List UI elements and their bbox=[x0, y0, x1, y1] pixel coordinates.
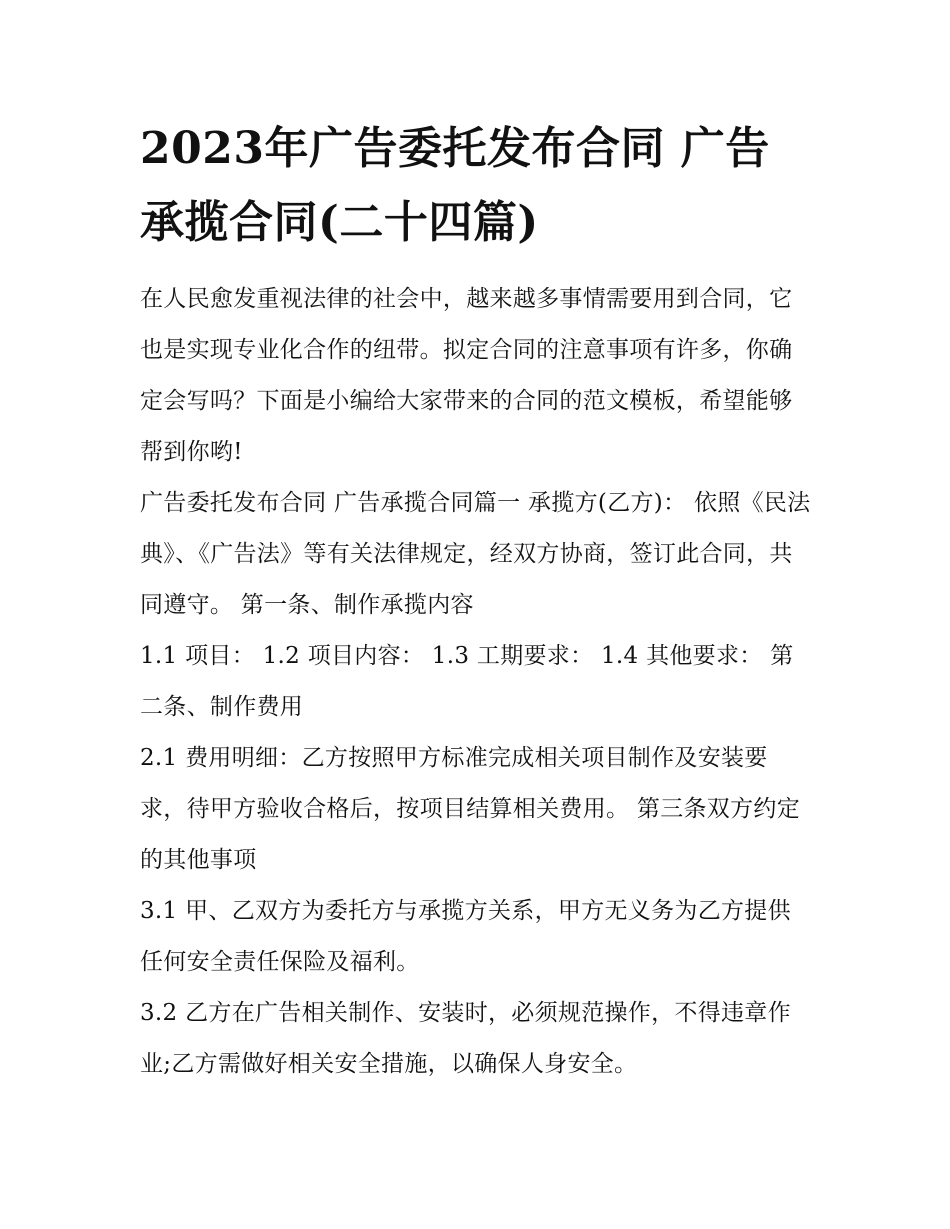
clause-3-2-paragraph: 3.2 乙方在广告相关制作、安装时，必须规范操作，不得违章作业;乙方需做好相关安全措施，以确保人身安全。 bbox=[140, 1000, 791, 1077]
clause-3-1-paragraph: 3.1 甲、乙双方为委托方与承揽方关系，甲方无义务为乙方提供任何安全责任保险及福利。 bbox=[140, 898, 791, 975]
document-title: 2023年广告委托发布合同 广告承揽合同(二十四篇) bbox=[140, 123, 770, 248]
clause-1-paragraph: 1.1 项目： 1.2 项目内容： 1.3 工期要求： 1.4 其他要求： 第二条、制作费用 bbox=[140, 643, 794, 720]
clause-2-paragraph: 2.1 费用明细：乙方按照甲方标准完成相关项目制作及安装要求，待甲方验收合格后，按项目结算相关费用。 第三条双方约定的其他事项 bbox=[140, 745, 801, 873]
intro-paragraph: 在人民愈发重视法律的社会中，越来越多事情需要用到合同，它也是实现专业化合作的纽带。拟定合同的注意事项有许多，你确定会写吗？下面是小编给大家带来的合同的范文模板，希望能够帮到你哟! bbox=[140, 286, 793, 465]
contract-preamble-paragraph: 广告委托发布合同 广告承揽合同篇一 承揽方(乙方)： 依照《民法典》、《广告法》等有关法律规定，经双方协商，签订此合同，共同遵守。 第一条、制作承揽内容 bbox=[140, 490, 811, 618]
document-body bbox=[140, 112, 812, 1090]
